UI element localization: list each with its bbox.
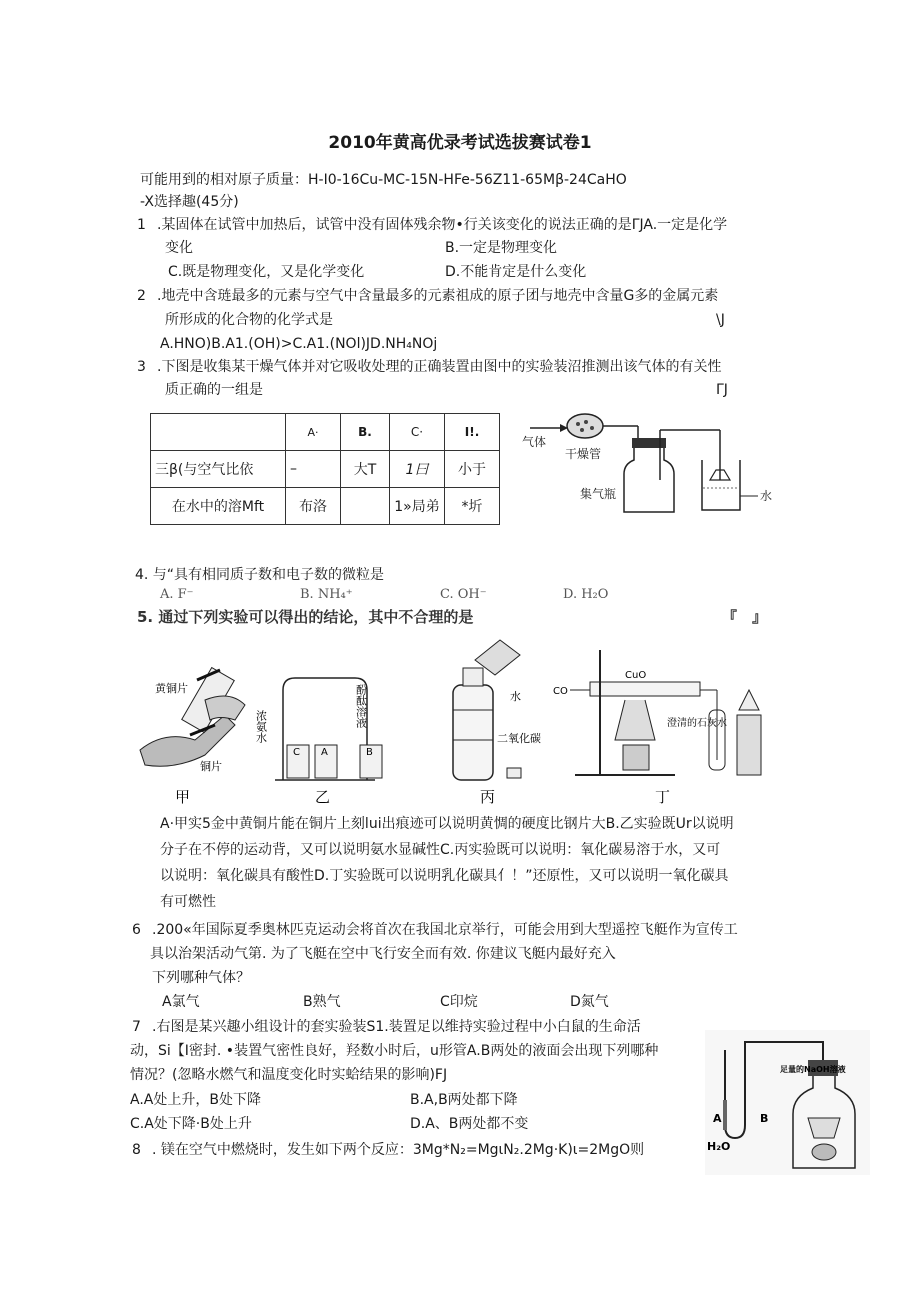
table-cell: 在水中的溶Mft xyxy=(151,488,286,525)
q7-number: 7 xyxy=(132,1019,141,1035)
q3-answer-bracket: ΓJ xyxy=(716,382,728,398)
q1-stem-cont: 变化 xyxy=(165,240,193,256)
table-cell: 1曰 xyxy=(390,451,445,488)
q6-option-b: B熟气 xyxy=(303,994,341,1010)
q5-options-line3: 以说明：氧化碳具有酸性D.丁实验既可以说明乳化碳具亻！”还原性，又可以说明一氧化碳具 xyxy=(160,868,729,884)
limewater-label: 澄清的石灰水 xyxy=(667,718,727,729)
label-bing: 丙 xyxy=(480,788,496,806)
experiment-bing xyxy=(453,640,541,806)
label-ding: 丁 xyxy=(655,788,671,806)
section-heading: -X选择趣(45分) xyxy=(140,194,239,210)
q6-option-a: A氯气 xyxy=(162,994,200,1010)
atomic-masses: 可能用到的相对原子质量：H-I0-16Cu-MC-15N-HFe-56Z11-65Mβ-24CaHO xyxy=(140,172,627,188)
table-row xyxy=(151,414,500,451)
h2o-label: H₂O xyxy=(707,1140,731,1153)
table-cell: – xyxy=(286,451,341,488)
q5-stem: 5. 通过下列实验可以得出的结论，其中不合理的是 xyxy=(137,608,474,626)
co2-label: 二氧化碳 xyxy=(497,732,541,745)
q4-option-c: C. OH⁻ xyxy=(440,587,487,602)
q3-stem: .下图是收集某干燥气体并对它吸收处理的正确装置由图中的实验装沼推测出该气体的有关性 xyxy=(157,359,722,375)
q6-option-c: C印烷 xyxy=(440,994,478,1010)
q4-option-b: B. NH₄⁺ xyxy=(300,587,353,602)
q1-option-d: D.不能肯定是什么变化 xyxy=(445,264,587,280)
experiment-ding xyxy=(553,650,761,806)
q4-option-a: A. F⁻ xyxy=(160,587,194,602)
q7-option-b: B.A,B两处都下降 xyxy=(410,1092,518,1108)
q2-stem: .地壳中含琏最多的元素与空气中含量最多的元素祖成的原子团与地壳中含量G多的金属元素 xyxy=(157,288,719,304)
table-cell: B. xyxy=(341,414,390,451)
q5-options-line4: 有可燃性 xyxy=(160,894,216,910)
q3-property-table xyxy=(150,413,500,525)
q2-number: 2 xyxy=(137,288,146,304)
label-jia: 甲 xyxy=(175,788,191,806)
q7-stem-cont2: 情况？(忽略水燃气和温度变化时实蛤结果的影响)FJ xyxy=(130,1067,448,1083)
b-label: B xyxy=(760,1112,769,1125)
q8-number: 8 xyxy=(132,1142,141,1158)
gas-label: 气体 xyxy=(522,435,547,449)
q6-number: 6 xyxy=(132,922,141,938)
q2-stem-cont: 所形成的化合物的化学式是 xyxy=(165,312,333,328)
table-cell: I!. xyxy=(445,414,500,451)
q3-number: 3 xyxy=(137,359,146,375)
q7-option-d: D.A、B两处都不变 xyxy=(410,1116,529,1132)
table-cell: 1»局弟 xyxy=(390,488,445,525)
table-cell xyxy=(151,414,286,451)
table-row xyxy=(151,451,500,488)
dryer-label: 干燥管 xyxy=(565,447,602,461)
a-label: A xyxy=(713,1112,722,1125)
q1-number: 1 xyxy=(137,217,146,233)
phenol-label: 酚酞溶液 xyxy=(354,684,368,728)
table-cell: C· xyxy=(390,414,445,451)
experiment-yi xyxy=(255,678,383,806)
co-label: CO xyxy=(553,686,568,697)
page-title: 2010年黄高优录考试选拔赛试卷1 xyxy=(328,133,592,153)
experiment-jia xyxy=(140,668,245,806)
naoh-label: 足量的NaOH溶液 xyxy=(780,1065,846,1074)
bottle-label: 集气瓶 xyxy=(580,487,617,501)
table-row xyxy=(151,488,500,525)
q3-apparatus-figure xyxy=(520,400,790,518)
ammonia-label: 浓氨水 xyxy=(254,710,268,743)
q7-apparatus-figure xyxy=(705,1030,870,1175)
q6-stem-cont: 具以治架活动气第. 为了飞艇在空中飞行安全而有效. 你建议飞艇内最好充入 xyxy=(150,946,616,962)
cuo-label: CuO xyxy=(625,670,647,681)
q5-option-a: A·甲实5金中黄铜片能在铜片上刻lui出痕迹可以说明黄惆的硬度比钢片大B.乙实验既Ur以说明 xyxy=(160,816,734,832)
q8-stem: . 镁在空气中燃烧时，发生如下两个反应：3Mg*N₂=MgιN₂.2Mg·K)ι=2MgO则 xyxy=(152,1142,645,1158)
table-cell xyxy=(341,488,390,525)
water-label-bing: 水 xyxy=(510,690,521,703)
copper-label: 铜片 xyxy=(200,760,222,773)
q4-option-d: D. H₂O xyxy=(563,587,609,602)
q6-stem: .200«年国际夏季奥林匹克运动会将首次在我国北京举行，可能会用到大型遥控飞艇作为宣传工 xyxy=(152,922,738,938)
beaker-a-label: A xyxy=(321,747,328,758)
q5-answer-bracket: 『 』 xyxy=(722,608,768,626)
table-cell: *圻 xyxy=(445,488,500,525)
q5-options-line2: 分子在不停的运动背，又可以说明氨水显碱性C.丙实验既可以说明：氧化碳易溶于水，又可 xyxy=(160,842,721,858)
q2-answer-bracket: \J xyxy=(716,312,725,328)
label-yi: 乙 xyxy=(315,788,331,806)
beaker-c-label: C xyxy=(293,747,300,758)
table-cell: A· xyxy=(286,414,341,451)
q6-option-d: D氮气 xyxy=(570,994,609,1010)
brass-label: 黄铜片 xyxy=(155,682,188,695)
table-cell: 三β(与空气比依 xyxy=(151,451,286,488)
q7-stem: .右图是某兴趣小组设计的套实验装S1.装置足以维持实验过程中小白鼠的生命活 xyxy=(152,1019,641,1035)
q7-option-c: C.A处下降·B处上升 xyxy=(130,1116,252,1132)
table-cell: 布洛 xyxy=(286,488,341,525)
table-cell: 大T xyxy=(341,451,390,488)
q1-option-b: B.一定是物理变化 xyxy=(445,240,558,256)
q1-option-c: C.既是物理变化，又是化学变化 xyxy=(168,264,365,280)
q5-experiments-figure xyxy=(135,630,785,810)
q2-options: A.HNO)B.A1.(OH)>C.A1.(NOl)JD.NH₄NOj xyxy=(160,336,438,352)
q7-stem-cont: 动，Si【I密封. •装置气密性良好，羟数小时后，u形管A.B两处的液面会出现下列哪种 xyxy=(130,1043,659,1059)
q3-stem-cont: 质正确的一组是 xyxy=(165,382,263,398)
q6-stem-cont2: 下列哪种气体？ xyxy=(152,970,250,986)
beaker-b-label: B xyxy=(366,747,373,758)
q1-stem: .某固体在试管中加热后，试管中没有固体残余物•行关该变化的说法正确的是ΓJA.一定是化学 xyxy=(157,217,728,233)
table-cell: 小于 xyxy=(445,451,500,488)
water-label: 水 xyxy=(760,489,773,503)
q7-option-a: A.A处上升，B处下降 xyxy=(130,1092,261,1108)
q4-stem: 4. 与“具有相同质子数和电子数的微粒是 xyxy=(135,567,385,583)
